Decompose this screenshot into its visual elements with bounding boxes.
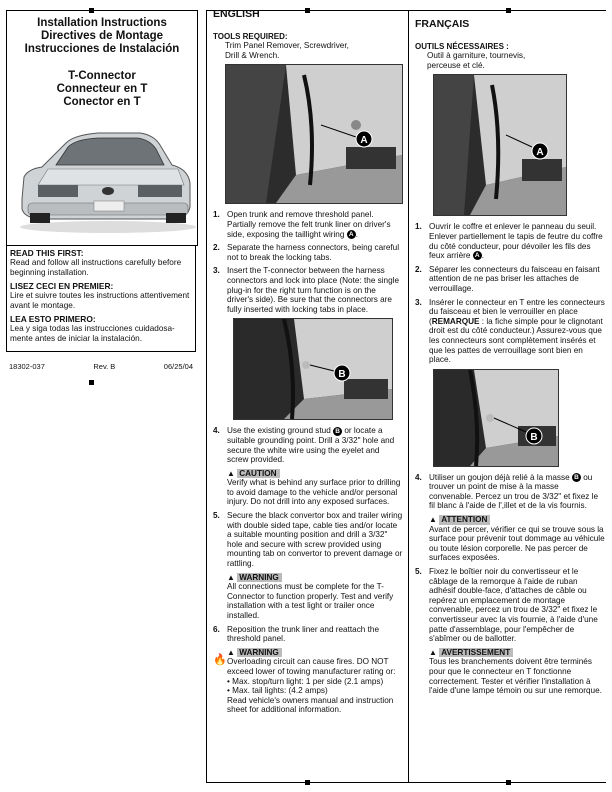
callout-b-inline: B bbox=[333, 427, 342, 436]
caution-text: Verify what is behind any surface prior to drilling to avoid damage to the vehicle and/or personal injury. Do not drill into any exposed surfaces. bbox=[227, 478, 401, 507]
step-text: Fixez le boîtier noir du convertisseur et le câblage de la remorque à l'aide de ruban adhésif double-face, d'attaches de câble ou repérez un emplacement de montage convenable, percez un trou de 3/32" et fixez le convertisseur avec la vis fournie, à l'aide d'une patte d'assemblage, pour l'empêcher de s'abîmer ou de ballotter. bbox=[429, 567, 598, 644]
step-text: : la fiche simple pour le clignotant droit est du côté conducteur.) Assurez-vous que les connecteurs sont complètement insérés et que les pattes de verrouillage sont bien en place. bbox=[429, 316, 603, 365]
product-fr: Connecteur en T bbox=[56, 83, 148, 95]
read-first-title-es: LEA ESTO PRIMERO: bbox=[10, 314, 96, 324]
remarque-label: REMARQUE bbox=[431, 316, 480, 326]
french-steps-cont2 bbox=[415, 567, 605, 644]
read-first-text-es: Lea y siga todas las instrucciones cuidadosa-mente antes de iniciar la instalación. bbox=[10, 324, 175, 343]
photo-ground-stud-fr bbox=[433, 369, 559, 467]
warning-2-tail: Read vehicle's owners manual and instruction sheet for additional information. bbox=[227, 695, 394, 715]
tick-mark bbox=[305, 780, 310, 785]
english-steps-cont3 bbox=[213, 625, 403, 644]
callout-a-en: A bbox=[360, 135, 368, 147]
part-number: 18302-037 bbox=[9, 362, 45, 371]
step-text: Insérer le connecteur en T entre les connecteurs du faisceau et bien le verrouiller en place ( bbox=[429, 297, 605, 326]
warning-triangle-icon: ▲ bbox=[227, 468, 235, 478]
list-item bbox=[213, 426, 403, 464]
callout-a-inline: A bbox=[473, 251, 482, 260]
step-text: ou trouver un point de mise à la masse convenable. Percez un trou de 3/32" et fixez le fil blanc à l'aide de l',illet et de la vis fournis. bbox=[429, 472, 599, 511]
step-text: Open trunk and remove threshold panel. Partially remove the felt trunk liner on driver's side, exposing the taillight wiring bbox=[227, 210, 391, 239]
english-column bbox=[213, 0, 403, 719]
left-column bbox=[6, 10, 200, 371]
list-item: 1. Open trunk and remove threshold panel. Partially remove the felt trunk liner on driver's side, exposing the taillight wiring A . bbox=[213, 210, 391, 239]
heading-fr: Directives de Montage bbox=[40, 30, 164, 42]
warning-1-text: All connections must be complete for the T-Connector to function properly. Test and verify installation with a test light or trailer once installed. bbox=[227, 582, 394, 620]
warning-triangle-icon: ▲ bbox=[227, 572, 235, 582]
english-steps-cont bbox=[213, 426, 403, 464]
step-text: or locate a suitable grounding point. Drill a 3/32" hole and secure the white wire using the eyelet and screw provided. bbox=[227, 426, 395, 465]
french-column bbox=[415, 0, 605, 700]
french-steps-cont bbox=[415, 473, 605, 511]
warning-2-title: WARNING bbox=[237, 648, 282, 658]
read-first-text-en: Read and follow all instructions carefully before beginning installation. bbox=[10, 258, 182, 277]
title-box bbox=[6, 10, 198, 246]
callout-b-fr: B bbox=[530, 431, 538, 443]
list-item bbox=[213, 511, 403, 569]
list-item bbox=[415, 298, 605, 365]
car-image bbox=[8, 113, 196, 235]
document-date: 06/25/04 bbox=[163, 362, 193, 371]
column-rule-1 bbox=[206, 10, 207, 782]
warning-1-title: WARNING bbox=[237, 573, 282, 583]
callout-a-fr: A bbox=[536, 147, 544, 159]
attention-note bbox=[429, 515, 605, 563]
english-steps-cont2 bbox=[213, 511, 403, 569]
heading-es: Instrucciones de Instalación bbox=[24, 43, 180, 55]
warning-2-bullet-2: • Max. tail lights: (4.2 amps) bbox=[227, 686, 328, 696]
avertissement-title: AVERTISSEMENT bbox=[439, 648, 513, 658]
step-number: 2. bbox=[415, 264, 422, 274]
document-info bbox=[6, 362, 196, 371]
tick-mark bbox=[89, 380, 94, 385]
warning-2-bullet-1: • Max. stop/turn light: 1 per side (2.1 amps) bbox=[227, 676, 384, 686]
step-number: 4. bbox=[415, 472, 422, 482]
avertissement-text: Tous les branchements doivent être terminés pour que le connecteur en T fonctionne correctement. Tester et vérifier l'installation à l'aide d'une lampe témoin ou sur une remorque. bbox=[429, 657, 602, 696]
read-first-box bbox=[6, 245, 196, 352]
step-text: Séparer les connecteurs du faisceau en faisant attention de ne pas briser les attaches de verrouillage. bbox=[429, 264, 600, 293]
callout-a-inline: A bbox=[347, 230, 356, 239]
read-first-title-fr: LISEZ CECI EN PREMIER: bbox=[10, 281, 114, 291]
attention-title: ATTENTION bbox=[439, 515, 490, 525]
fire-icon: 🔥 bbox=[213, 653, 227, 666]
list-item bbox=[415, 567, 605, 644]
revision: Rev. B bbox=[93, 362, 116, 371]
warning-2-text: Overloading circuit can cause fires. DO NOT exceed lower of towing manufacturer rating or: bbox=[227, 657, 396, 676]
heading-en: Installation Instructions bbox=[37, 17, 167, 29]
avertissement-note bbox=[429, 648, 605, 696]
callout-b-inline: B bbox=[572, 473, 581, 482]
step-number: 4. bbox=[213, 426, 220, 436]
warning-note-1 bbox=[227, 573, 403, 621]
photo-taillight-wiring-fr bbox=[433, 74, 567, 216]
step-number: 3. bbox=[415, 297, 422, 307]
warning-triangle-icon: ▲ bbox=[429, 647, 437, 657]
list-item bbox=[213, 266, 403, 314]
bottom-rule bbox=[206, 782, 606, 783]
column-rule-2 bbox=[408, 10, 409, 782]
photo-ground-stud-en bbox=[233, 318, 393, 420]
french-steps bbox=[415, 222, 605, 364]
warning-triangle-icon: ▲ bbox=[429, 515, 437, 525]
list-item: 1. Ouvrir le coffre et enlever le panneau du seuil. Enlever partiellement le tapis de feutre du coffre du côté conducteur, pour dévoiler les fils des feux arrière A . bbox=[415, 222, 603, 261]
step-text: Separate the harness connectors, being careful not to break the locking tabs. bbox=[227, 243, 400, 262]
list-item bbox=[213, 243, 403, 262]
step-text: Use the existing ground stud bbox=[227, 426, 331, 436]
caution-title: CAUTION bbox=[237, 469, 279, 479]
step-number: 5. bbox=[213, 511, 220, 521]
callout-b-en: B bbox=[338, 369, 346, 381]
tools-title-fr: OUTILS NÉCESSAIRES : bbox=[415, 41, 509, 51]
product-en: T-Connector bbox=[68, 70, 136, 82]
tools-text-fr: Outil à garniture, tournevis, perceuse et clé. bbox=[427, 51, 526, 70]
photo-taillight-wiring-en bbox=[225, 64, 403, 204]
step-text: Utiliser un goujon déjà relié à la masse bbox=[429, 472, 570, 482]
list-item bbox=[415, 265, 605, 294]
english-title: ENGLISH bbox=[213, 8, 260, 20]
english-steps bbox=[213, 210, 403, 314]
read-first-text-fr: Lire et suivre toutes les instructions attentivement avant le montage. bbox=[10, 291, 190, 310]
tools-title-en: TOOLS REQUIRED: bbox=[213, 31, 288, 41]
list-item bbox=[213, 625, 403, 644]
list-item bbox=[415, 473, 605, 511]
product-es: Conector en T bbox=[63, 96, 141, 108]
step-number: 1. bbox=[415, 222, 422, 232]
warning-triangle-icon: ▲ bbox=[227, 647, 235, 657]
tick-mark bbox=[506, 780, 511, 785]
step-number: 3. bbox=[213, 266, 220, 276]
step-text: Reposition the trunk liner and reattach the threshold panel. bbox=[227, 624, 380, 644]
step-number: 6. bbox=[213, 624, 220, 634]
warning-note-2 bbox=[213, 647, 403, 715]
attention-text: Avant de percer, vérifier ce qui se trouve sous la surface pour prévenir tout dommage au véhicule ou toute lésion corporelle. Ne pas percer de surfaces exposées. bbox=[429, 524, 605, 563]
french-title: FRANÇAIS bbox=[415, 18, 470, 30]
step-number: 2. bbox=[213, 243, 220, 253]
step-number: 5. bbox=[415, 567, 422, 577]
step-number: 1. bbox=[213, 210, 220, 220]
caution-note bbox=[227, 469, 403, 507]
tools-text-en: Trim Panel Remover, Screwdriver, Drill & Wrench. bbox=[225, 41, 349, 60]
step-text: Ouvrir le coffre et enlever le panneau du seuil. Enlever partiellement le tapis de feutre du coffre du côté conducteur, pour dévoiler les fils des feux arrière bbox=[429, 222, 603, 261]
step-text: Insert the T-connector between the harness connectors and lock into place (Note: the single plug-in for the right turn function is on the driver's side). Be sure that the connectors are fully inserted with locking tabs in place. bbox=[227, 266, 400, 314]
read-first-title-en: READ THIS FIRST: bbox=[10, 248, 84, 258]
step-text: Secure the black convertor box and trailer wiring with double sided tape, cable ties and/or locate a suitable mounting position and drill a 3/32" hole and secure with screw provided using mounting tab on convertor to prevent damage or rattling. bbox=[227, 511, 403, 569]
